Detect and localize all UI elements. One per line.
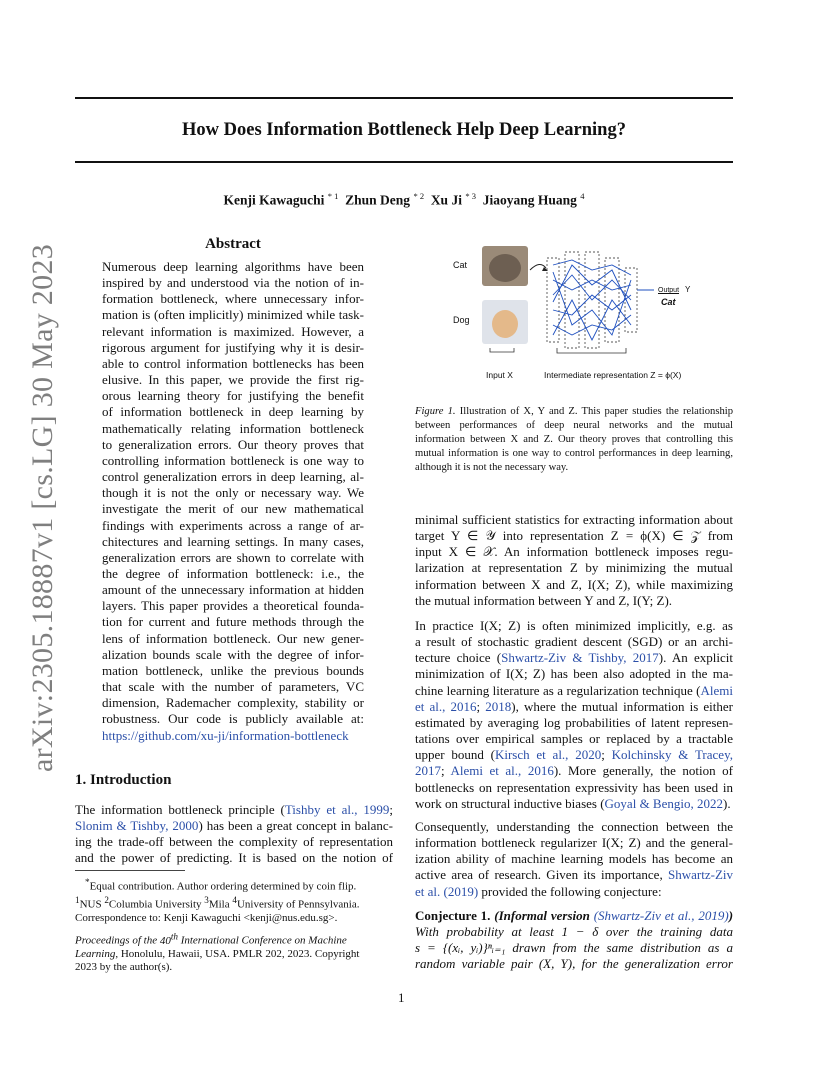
paper-title: How Does Information Bottleneck Help Deep Learning? bbox=[182, 120, 626, 140]
body-text: ; bbox=[441, 763, 451, 779]
body-line: the mutual information between Y and Z, I(Y; Z). bbox=[415, 592, 673, 608]
dog-label: Dog bbox=[453, 315, 470, 325]
body-text: upper bound ( bbox=[415, 747, 495, 763]
abstract-line: that scale with the number of parameters, VC bbox=[102, 679, 364, 695]
output-var: Y bbox=[684, 285, 691, 294]
figure-1 bbox=[440, 240, 730, 385]
abstract-line: mathematically relating information bottleneck bbox=[102, 420, 364, 436]
code-link[interactable]: https://github.com/xu-ji/information-bottleneck bbox=[102, 727, 349, 743]
intro-text: The information bottleneck principle ( bbox=[75, 802, 285, 817]
footnote-text: Correspondence to: Kenji Kawaguchi <kenji@nus.edu.sg>. bbox=[75, 911, 338, 924]
intro-line: ing the trade-off between the complexity of representation bbox=[75, 834, 393, 850]
conjecture-line: With probability at least 1 − δ over the training data bbox=[415, 924, 733, 940]
right-col-para-2 bbox=[415, 618, 733, 812]
author-name: Kenji Kawaguchi bbox=[223, 192, 325, 208]
intro-body bbox=[75, 802, 393, 867]
footnote-proceedings bbox=[75, 930, 393, 974]
footnote-text: Mila bbox=[208, 898, 230, 911]
citation-link[interactable]: 2018 bbox=[485, 698, 512, 714]
abstract-line: amount of the unnecessary information at hidden bbox=[102, 582, 364, 598]
citation-link[interactable]: Goyal & Bengio, 2022 bbox=[604, 795, 723, 811]
conjecture-1 bbox=[415, 908, 733, 973]
page-number: 1 bbox=[398, 990, 405, 1005]
abstract-line: able to control information bottlenecks has been bbox=[102, 355, 364, 371]
footnote-text: 2023 by the author(s). bbox=[75, 961, 173, 974]
citation-link[interactable]: Kirsch et al., 2020 bbox=[494, 747, 602, 763]
author-name: Jiaoyang Huang bbox=[482, 192, 577, 208]
body-line: minimal sufficient statistics for extracting information about bbox=[415, 512, 733, 527]
abstract-line: lens of information bottleneck. Our new gener- bbox=[102, 630, 364, 646]
intermediate-label: Intermediate representation Z = ϕ(X) bbox=[544, 370, 682, 380]
abstract-line: inspired by and understood via the notion of in- bbox=[102, 275, 364, 291]
body-text: work on structural inductive biases ( bbox=[415, 795, 605, 811]
author-name: Zhun Deng bbox=[345, 192, 411, 208]
abstract-line: elusive. In this paper, we provide the first rig- bbox=[102, 372, 364, 388]
citation-link[interactable]: Tishby et al., 1999 bbox=[284, 802, 390, 817]
author-name: Xu Ji bbox=[430, 192, 462, 208]
abstract-line: alization bounds scale with the degree of infor- bbox=[102, 646, 364, 662]
abstract-line: relevant information is maximized. However, a bbox=[102, 323, 364, 339]
abstract-line: orous learning theory for justifying the benefit bbox=[102, 388, 364, 404]
footnote-text: Columbia University bbox=[108, 898, 202, 911]
footnote-text: , Honolulu, Hawaii, USA. PMLR 202, 2023. Copyright bbox=[115, 947, 360, 960]
cat-label: Cat bbox=[453, 260, 468, 270]
body-text: ). An explicit bbox=[658, 650, 733, 666]
abstract-body bbox=[102, 259, 364, 744]
arxiv-stamp: arXiv:2305.18887v1 [cs.LG] 30 May 2023 bbox=[26, 244, 59, 772]
caption-text: Illustration of X, Y and Z. This paper studies the relationship between performances of deep neural networks and the mutual information between X and Z. Our theory proves that controlling this mutual information is one way to control performances in deep learning, although it is not the necessary way. bbox=[415, 406, 733, 473]
figure-caption bbox=[415, 405, 733, 475]
abstract-line: control generalization errors in deep learning, al- bbox=[102, 469, 364, 485]
top-rule bbox=[75, 97, 733, 99]
abstract-line: mation is (often implicitly) minimized while task- bbox=[102, 307, 364, 323]
citation-link[interactable]: Shwartz-Ziv & Tishby, 2017 bbox=[501, 650, 659, 666]
author-mark: * 1 bbox=[327, 191, 339, 201]
body-line: minimization of I(X; Z) has been also adopted in the ma- bbox=[415, 666, 733, 682]
conjecture-title: (Informal version bbox=[494, 908, 590, 923]
footnote-text: Equal contribution. Author ordering determined by coin flip. bbox=[89, 880, 357, 893]
citation-link[interactable]: 2017 bbox=[415, 763, 441, 779]
right-col-para-3 bbox=[415, 819, 733, 900]
citation-link[interactable]: et al. (2019) bbox=[415, 883, 479, 899]
abstract-line: investigate the merit of our new mathematical bbox=[102, 501, 364, 517]
body-text: ). bbox=[722, 795, 731, 811]
footnote-text: Proceedings of the bbox=[75, 934, 158, 947]
body-text: ; bbox=[601, 747, 612, 763]
author-mark: * 3 bbox=[465, 191, 476, 201]
footnote-text: th bbox=[170, 931, 178, 941]
author-mark: 4 bbox=[580, 191, 585, 201]
abstract-line: chitectures and learning settings. In many cases, bbox=[102, 533, 364, 549]
abstract-line: layers. This paper provides a theoretical founda- bbox=[102, 598, 364, 614]
abstract-heading: Abstract bbox=[205, 236, 261, 252]
abstract-line: mation bottleneck, unlike the previous bounds bbox=[102, 662, 364, 678]
author-list bbox=[75, 191, 733, 209]
citation-link[interactable]: Alemi et al., 2016 bbox=[450, 763, 554, 779]
abstract-line: of information bottleneck in deep learning by bbox=[102, 404, 364, 420]
abstract-line: generalization errors are shown to correlate with bbox=[102, 549, 364, 565]
abstract-line: to generalization errors. Our theory proves that bbox=[102, 436, 364, 452]
footnote-rule bbox=[75, 870, 185, 871]
body-line: larization at representation Z by minimizing the mutual bbox=[415, 560, 733, 576]
body-line: ization ability of machine learning models has become an bbox=[415, 851, 733, 867]
network-layers bbox=[547, 252, 654, 348]
citation-link[interactable]: Slonim & Tishby, 2000 bbox=[75, 818, 199, 834]
abstract-line: rigorous argument for justifying why it is desir- bbox=[102, 339, 364, 355]
body-line: target Y ∈ 𝒴 into representation Z = ϕ(X) ∈ 𝒵 from bbox=[415, 528, 733, 544]
abstract-line: robustness. Our code is publicly available at: bbox=[102, 711, 364, 727]
body-text: tecture choice ( bbox=[415, 650, 502, 666]
footnote-text: University of Pennsylvania. bbox=[236, 898, 360, 911]
abstract-line: though it is not the only or necessary way. We bbox=[102, 485, 364, 501]
abstract-line: formation bottleneck, where unnecessary infor- bbox=[102, 291, 364, 307]
body-line: information bottleneck regularizer I(X; Z) and the general- bbox=[415, 835, 733, 851]
title-rule bbox=[75, 161, 733, 163]
output-text: Output bbox=[658, 287, 680, 294]
body-line: In practice I(X; Z) is often minimized implicitly, e.g. as bbox=[415, 618, 733, 633]
citation-link[interactable]: Kolchinsky & Tracey, bbox=[611, 747, 733, 763]
intro-text: ; bbox=[389, 802, 394, 817]
right-col-para-1 bbox=[415, 512, 733, 609]
figure-illustration bbox=[440, 240, 730, 385]
footnote-text: International Conference on Machine bbox=[180, 934, 347, 947]
footnote-affiliations: *Equal contribution. Author ordering determined by coin flip. $^1$NUS $^2$Columbia University $^3$Mila $^4$University of Pennsylvania. Correspondence to: Kenji Kawaguchi <kenji@nus.edu.sg>. bbox=[75, 876, 393, 925]
body-text: active area of research. Given its importance, bbox=[415, 867, 669, 883]
body-line: a result of stochastic gradient descent (SGD) or an archi- bbox=[415, 634, 733, 650]
intro-text: ) has been a great concept in balanc- bbox=[198, 818, 393, 834]
output-label bbox=[658, 285, 690, 294]
body-line: Consequently, understanding the connection between the bbox=[415, 819, 733, 834]
intro-line: and the power of predicting. It is based on the notion of bbox=[75, 850, 393, 866]
body-line: information between X and Z, I(X; Z), while maximizing bbox=[415, 576, 733, 592]
conjecture-line: random variable pair (X, Y), for the generalization error bbox=[415, 956, 733, 972]
author-mark: * 2 bbox=[413, 191, 425, 201]
citation-link[interactable]: Shwartz-Ziv bbox=[668, 867, 733, 883]
conjecture-line: s = {(xᵢ, yᵢ)}ⁿᵢ₌₁ drawn from the same distribution as a bbox=[415, 940, 733, 956]
abstract-line: findings with experiments across a range of ar- bbox=[102, 517, 364, 533]
output-value: Cat bbox=[661, 297, 676, 307]
abstract-line: tion for current and future methods through the bbox=[102, 614, 364, 630]
caption-label: Figure 1. bbox=[415, 406, 456, 417]
body-text: ). More generally, the notion of bbox=[553, 763, 733, 779]
body-line: estimated by averaging log probabilities of latent represen- bbox=[415, 714, 733, 730]
body-line: input X ∈ 𝒳. An information bottleneck imposes regu- bbox=[415, 544, 733, 560]
conjecture-title: ) bbox=[728, 908, 734, 923]
abstract-line: controlling information bottleneck is one way to bbox=[102, 452, 364, 468]
conjecture-heading: Conjecture 1. bbox=[415, 908, 491, 923]
footnote-text: 40 bbox=[159, 934, 171, 947]
abstract-line: the degree of information bottleneck: i.e., the bbox=[102, 565, 364, 581]
body-line: tations over empirical samples or replaced by a tractable bbox=[415, 731, 733, 747]
body-text: ; bbox=[476, 698, 486, 714]
body-text: ), where the mutual information is either bbox=[511, 698, 734, 714]
input-label: Input X bbox=[486, 370, 513, 380]
body-text: chine learning literature as a regularization technique ( bbox=[415, 682, 701, 698]
abstract-line: dimension, Rademacher complexity, stability or bbox=[102, 695, 364, 711]
body-line: bottlenecks on representation expressivity has been used in bbox=[415, 779, 733, 795]
body-text: provided the following conjecture: bbox=[478, 883, 662, 899]
citation-link[interactable]: et al., 2016 bbox=[415, 698, 477, 714]
abstract-line: Numerous deep learning algorithms have been bbox=[102, 259, 364, 274]
citation-link[interactable]: Alemi bbox=[700, 682, 733, 698]
footnote-text: Learning bbox=[75, 947, 116, 960]
footnote-text: NUS bbox=[79, 898, 102, 911]
citation-link[interactable]: (Shwartz-Ziv et al., 2019) bbox=[593, 908, 729, 923]
section-heading: 1. Introduction bbox=[75, 772, 172, 788]
